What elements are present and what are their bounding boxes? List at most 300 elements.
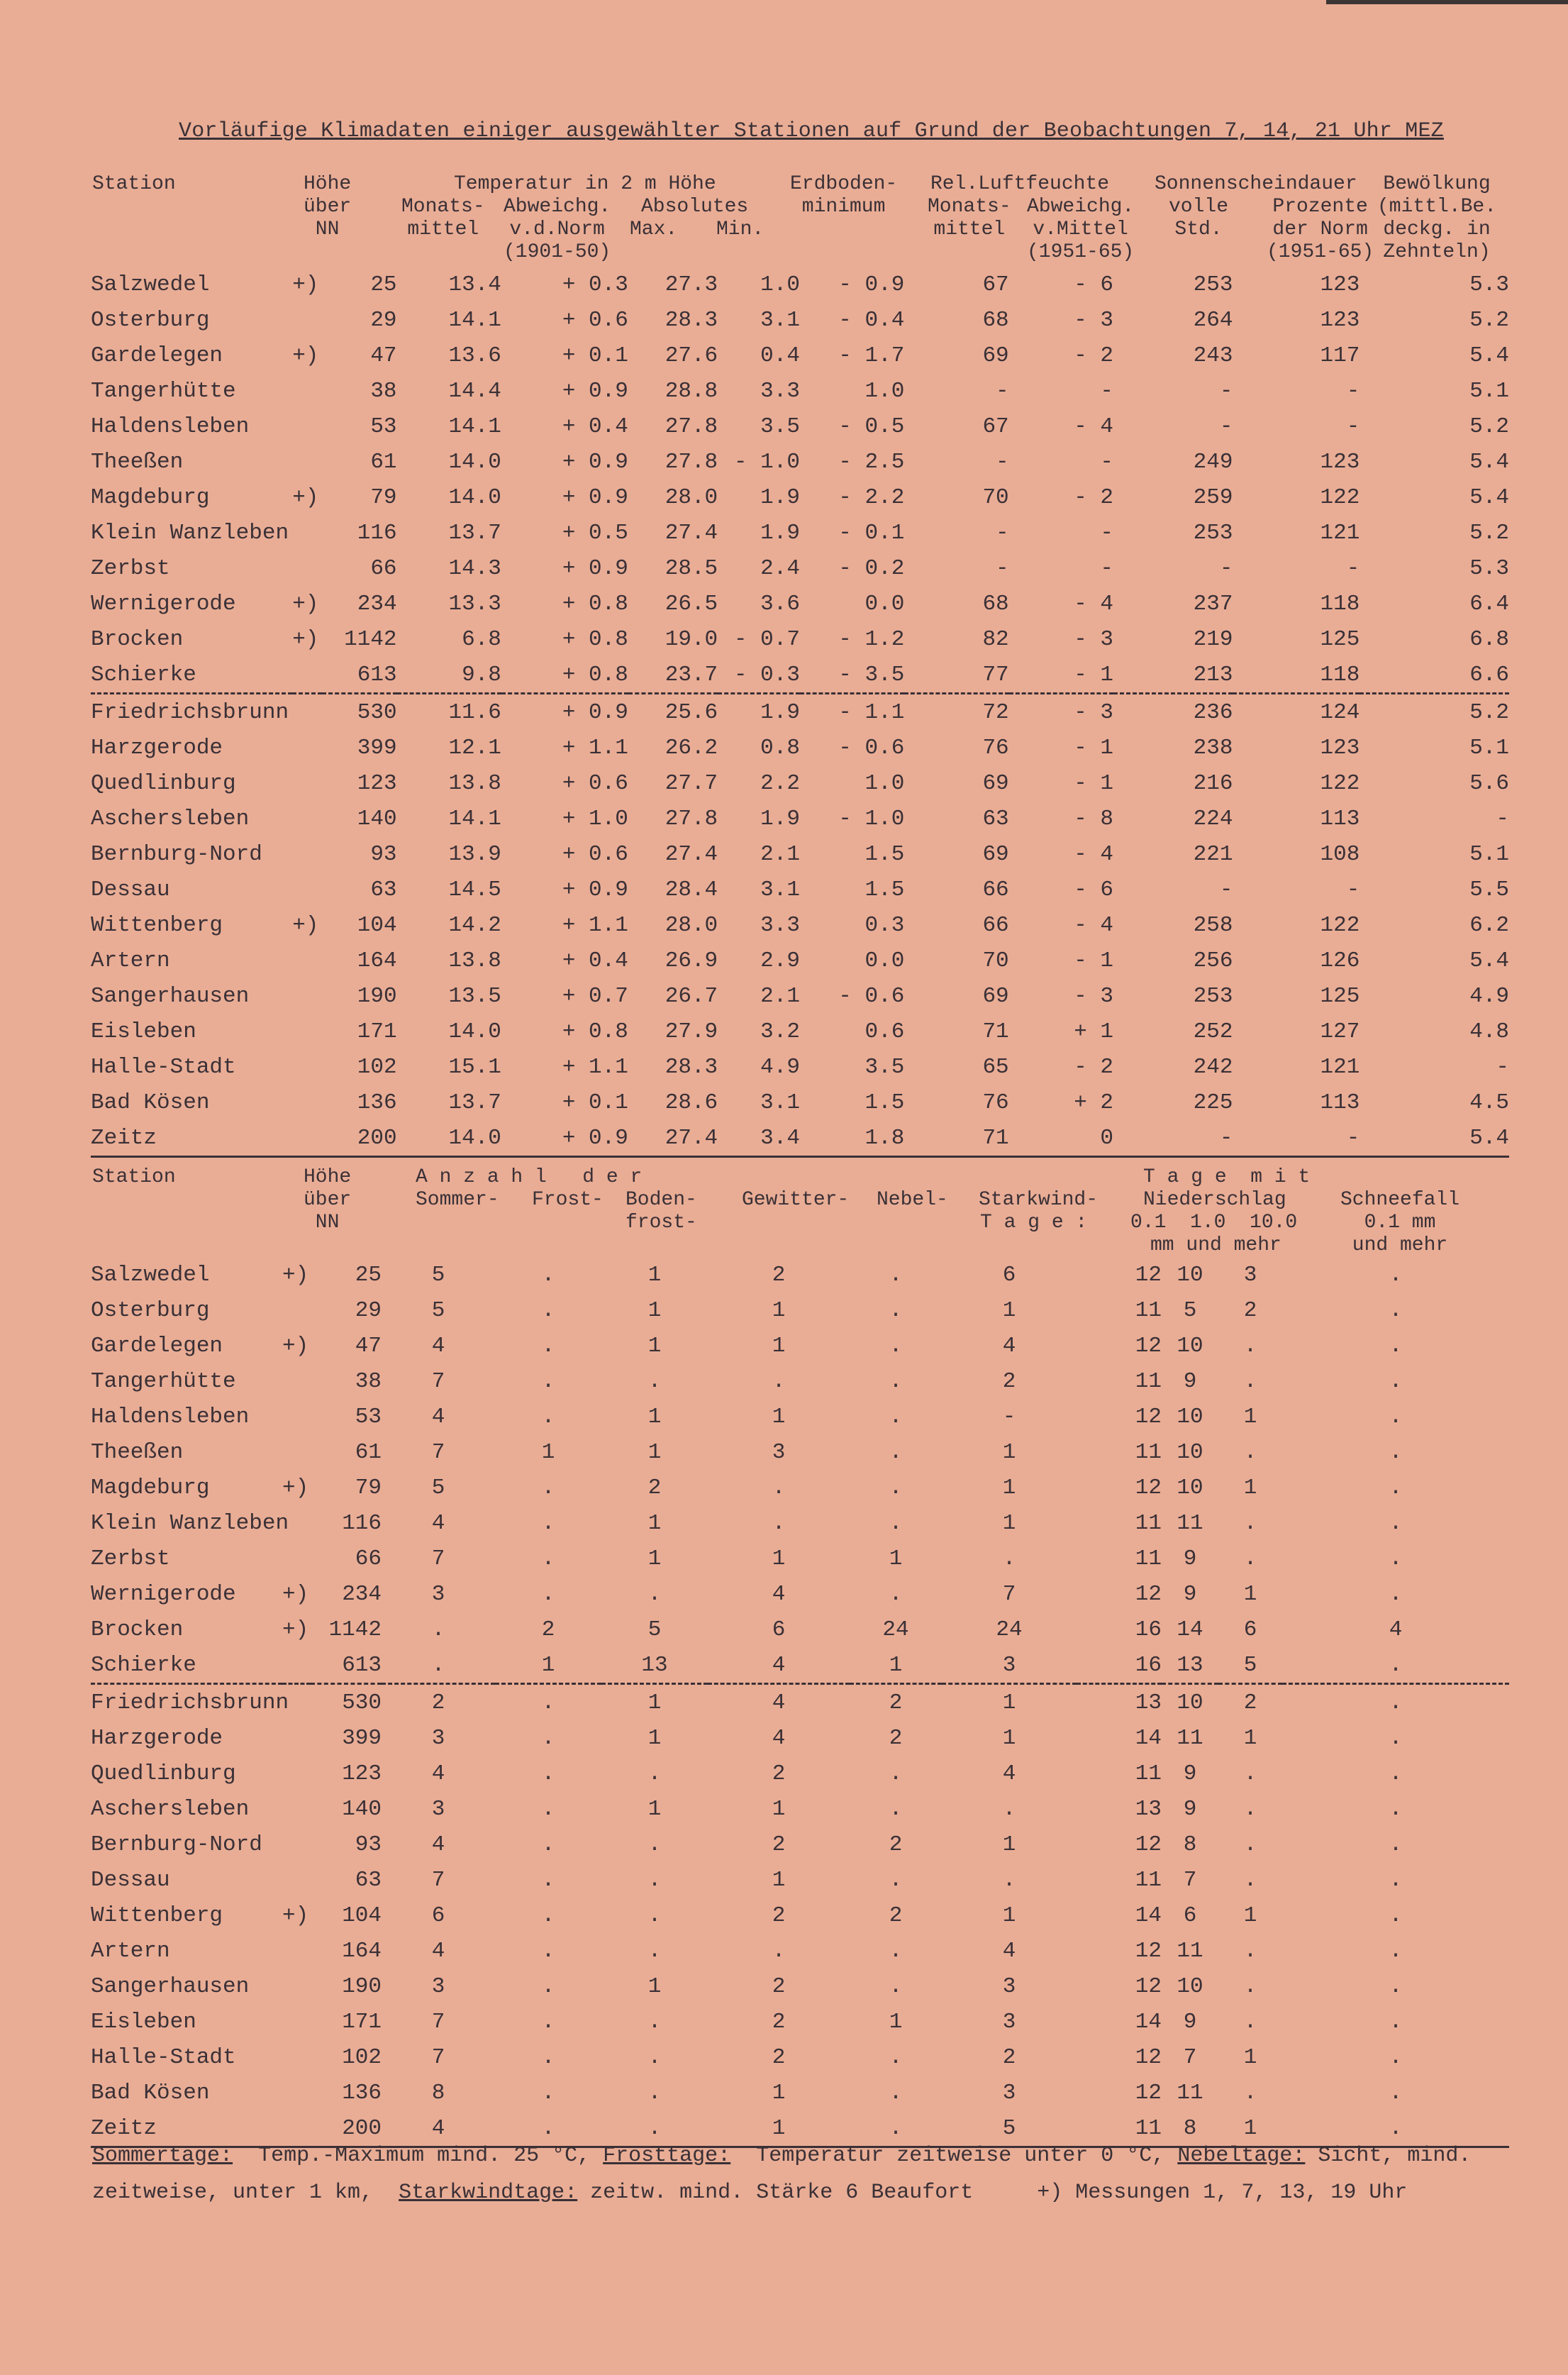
temp-abw-cell: + 0.5 <box>562 520 628 546</box>
niederschlag-10-cell: 11 <box>1177 2080 1203 2105</box>
sonne-proz-cell: 123 <box>1320 449 1360 475</box>
station-note <box>282 1756 311 1791</box>
table-row <box>91 1257 1509 1292</box>
station-note <box>282 1969 311 2004</box>
table-row <box>91 694 1509 731</box>
niederschlag-100-cell: . <box>1243 1510 1257 1536</box>
temp-mittel-cell: 15.1 <box>448 1054 501 1080</box>
schneefall-cell: . <box>1389 1761 1403 1786</box>
temp-min-cell: 3.6 <box>760 591 800 616</box>
bodenfrost-cell: 1 <box>647 1546 662 1571</box>
temp-max-cell: 23.7 <box>628 657 718 694</box>
bewoelkung-cell: 4.9 <box>1469 983 1509 1009</box>
t1-header-station: Station <box>92 173 176 195</box>
niederschlag-100-cell: 6 <box>1243 1617 1257 1642</box>
sommertage-cell: 6 <box>431 1903 445 1928</box>
t1-header-hoehe: Höhe über NN <box>304 173 352 240</box>
station-note <box>282 1292 311 1328</box>
station-note <box>292 1049 322 1085</box>
gewitter-cell: 1 <box>772 1404 786 1429</box>
starkwind-cell: 3 <box>942 1647 1077 1684</box>
station-note <box>292 836 322 872</box>
station-name: Gardelegen <box>91 1333 223 1358</box>
temp-min-cell: 3.1 <box>760 877 800 902</box>
table-row <box>91 1576 1509 1612</box>
frosttage-cell: 1 <box>541 1439 555 1465</box>
sonne-proz-cell: 117 <box>1320 343 1360 368</box>
luft-mittel-cell: 65 <box>982 1054 1009 1080</box>
bodenfrost-cell: 1 <box>647 1510 662 1536</box>
luft-abw-cell: - <box>1100 555 1114 581</box>
erdboden-cell: 0.0 <box>864 591 905 616</box>
erdboden-cell: - 0.4 <box>838 307 905 333</box>
station-name: Salzwedel <box>91 272 210 297</box>
luft-abw-cell: - 3 <box>1074 983 1114 1009</box>
bewoelkung-cell: 5.2 <box>1469 520 1509 546</box>
bodenfrost-cell: . <box>647 1761 662 1786</box>
temp-abw-cell: + 0.9 <box>562 699 628 725</box>
temp-abw-cell: + 1.0 <box>562 806 628 831</box>
station-note: +) <box>292 272 319 297</box>
temp-min-cell: - 0.3 <box>718 657 800 694</box>
nebel-cell: . <box>889 2044 903 2070</box>
station-note: +) <box>292 343 319 368</box>
temp-mittel-cell: 14.2 <box>448 912 501 938</box>
station-note <box>292 801 322 836</box>
station-note <box>292 1085 322 1120</box>
starkwind-cell: 3 <box>1002 2080 1016 2105</box>
sonne-proz-cell: 118 <box>1233 657 1360 694</box>
station-note: +) <box>282 1333 309 1358</box>
table-row <box>91 1933 1509 1969</box>
hoehe-cell: 53 <box>355 1404 382 1429</box>
erdboden-cell: - 2.5 <box>838 449 905 475</box>
sommertage-cell: 3 <box>431 1796 445 1822</box>
table-row <box>91 338 1509 373</box>
niederschlag-100-cell: . <box>1243 1938 1257 1964</box>
hoehe-cell: 164 <box>342 1938 382 1964</box>
niederschlag-01-cell: 11 <box>1135 1297 1162 1323</box>
station-note: +) <box>292 591 319 616</box>
schneefall-cell: . <box>1389 2044 1403 2070</box>
niederschlag-10-cell: 6 <box>1183 1903 1197 1928</box>
starkwind-cell: . <box>1002 1546 1016 1571</box>
schneefall-cell: . <box>1282 2110 1509 2147</box>
frosttage-cell: . <box>541 1938 555 1964</box>
bodenfrost-cell: . <box>647 1368 662 1394</box>
bodenfrost-cell: . <box>601 2110 708 2147</box>
footer-messungen: +) Messungen 1, 7, 13, 19 Uhr <box>1037 2181 1408 2205</box>
sommertage-cell: 5 <box>431 1475 445 1500</box>
station-name: Eisleben <box>91 2009 196 2034</box>
table-row <box>91 267 1509 302</box>
climate-table-body <box>91 267 1509 1157</box>
luft-abw-cell: - 2 <box>1074 343 1114 368</box>
niederschlag-01-cell: 16 <box>1135 1617 1162 1642</box>
erdboden-cell: - 3.5 <box>800 657 904 694</box>
bewoelkung-cell: 5.5 <box>1469 877 1509 902</box>
station-note <box>292 409 322 444</box>
luft-abw-cell: - 1 <box>1074 735 1114 760</box>
station-name: Brocken <box>91 1617 184 1642</box>
niederschlag-10-cell: 11 <box>1177 1510 1203 1536</box>
hoehe-cell: 530 <box>342 1690 382 1715</box>
gewitter-cell: 2 <box>772 1973 786 1999</box>
table-row <box>91 1328 1509 1363</box>
niederschlag-100-cell: . <box>1243 1867 1257 1893</box>
luft-mittel-cell: - <box>996 378 1009 404</box>
bodenfrost-cell: 2 <box>647 1475 662 1500</box>
niederschlag-100-cell: 2 <box>1243 1690 1257 1715</box>
footer-nebeltage-label: Nebeltage: <box>1177 2144 1306 2168</box>
erdboden-cell: 0.0 <box>864 948 905 973</box>
station-name: Zeitz <box>91 1120 292 1157</box>
frosttage-cell: . <box>541 1404 555 1429</box>
bewoelkung-cell: 4.5 <box>1469 1090 1509 1115</box>
hoehe-cell: 79 <box>355 1475 382 1500</box>
luft-abw-cell: - 2 <box>1074 485 1114 510</box>
frosttage-cell: . <box>541 1796 555 1822</box>
frosttage-cell: . <box>541 1761 555 1786</box>
temp-abw-cell: + 1.1 <box>562 1054 628 1080</box>
t1-header-sonne-std: volle Std. <box>1169 196 1229 240</box>
niederschlag-100-cell: . <box>1243 1368 1257 1394</box>
temp-mittel-cell: 13.3 <box>448 591 501 616</box>
temp-mittel-cell: 13.7 <box>448 520 501 546</box>
sonne-std-cell: 252 <box>1193 1019 1233 1044</box>
table-row <box>91 1791 1509 1827</box>
station-name: Schierke <box>91 1647 282 1684</box>
sommertage-cell: 7 <box>431 1439 445 1465</box>
hoehe-cell: 102 <box>357 1054 397 1080</box>
bodenfrost-cell: . <box>647 2009 662 2034</box>
frosttage-cell: . <box>541 1832 555 1857</box>
sonne-proz-cell: 108 <box>1320 841 1360 867</box>
hoehe-cell: 200 <box>322 1120 396 1157</box>
starkwind-cell: - <box>1002 1404 1016 1429</box>
nebel-cell: . <box>889 1761 903 1786</box>
temp-min-cell: 3.3 <box>760 378 800 404</box>
hoehe-cell: 53 <box>370 414 397 439</box>
temp-abw-cell: + 0.9 <box>562 555 628 581</box>
t2-header-gewitter: Gewitter- <box>742 1189 850 1211</box>
niederschlag-10-cell: 9 <box>1183 1546 1197 1571</box>
temp-abw-cell: + 0.8 <box>501 657 628 694</box>
temp-mittel-cell: 13.4 <box>448 272 501 297</box>
temp-max-cell: 27.9 <box>665 1019 718 1044</box>
niederschlag-01-cell: 12 <box>1135 1938 1162 1964</box>
temp-max-cell: 25.6 <box>665 699 718 725</box>
sonne-proz-cell: 124 <box>1320 699 1360 725</box>
table-row <box>91 1541 1509 1576</box>
erdboden-cell: 1.8 <box>800 1120 904 1157</box>
station-name: Bernburg-Nord <box>91 1832 262 1857</box>
bewoelkung-cell: 4.8 <box>1469 1019 1509 1044</box>
table-row <box>91 550 1509 586</box>
station-name: Dessau <box>91 1867 170 1893</box>
niederschlag-10-cell: 7 <box>1183 1867 1197 1893</box>
sommertage-cell: 4 <box>431 1333 445 1358</box>
nebel-cell: . <box>889 1938 903 1964</box>
hoehe-cell: 25 <box>370 272 397 297</box>
luft-abw-cell: - 1 <box>1074 948 1114 973</box>
luft-mittel-cell: 76 <box>982 735 1009 760</box>
sonne-std-cell: - <box>1113 1120 1233 1157</box>
sonne-std-cell: - <box>1219 414 1233 439</box>
sommertage-cell: 7 <box>431 1867 445 1893</box>
bodenfrost-cell: 1 <box>647 1690 662 1715</box>
temp-mittel-cell: 13.5 <box>448 983 501 1009</box>
station-note <box>282 1720 311 1756</box>
niederschlag-100-cell: 3 <box>1243 1262 1257 1288</box>
temp-max-cell: 28.6 <box>665 1090 718 1115</box>
sommertage-cell: 7 <box>431 2009 445 2034</box>
niederschlag-10-cell: 9 <box>1183 2009 1197 2034</box>
sommertage-cell: . <box>431 1617 445 1642</box>
niederschlag-01-cell: 11 <box>1077 2110 1162 2147</box>
t1-header-luft-abw: Abweichg. v.Mittel (1951-65) <box>1027 196 1135 263</box>
starkwind-cell: 4 <box>1002 1938 1016 1964</box>
hoehe-cell: 190 <box>342 1973 382 1999</box>
niederschlag-10-cell: 10 <box>1177 1973 1203 1999</box>
t2-header-schneefall: Schneefall 0.1 mm und mehr <box>1340 1189 1460 1256</box>
sommertage-cell: 3 <box>431 1581 445 1607</box>
bewoelkung-cell: 5.3 <box>1469 555 1509 581</box>
bewoelkung-cell: 6.2 <box>1469 912 1509 938</box>
t2-header-niederschlag-cols: 0.1 1.0 10.0 <box>1130 1212 1298 1234</box>
days-table-body <box>91 1257 1509 2147</box>
bewoelkung-cell: 6.6 <box>1360 657 1509 694</box>
luft-abw-cell: - 2 <box>1074 1054 1114 1080</box>
temp-min-cell: 3.1 <box>760 1090 800 1115</box>
schneefall-cell: . <box>1389 1796 1403 1822</box>
erdboden-cell: 0.3 <box>864 912 905 938</box>
station-name: Sangerhausen <box>91 1973 250 1999</box>
station-name: Harzgerode <box>91 735 223 760</box>
bodenfrost-cell: . <box>647 1581 662 1607</box>
niederschlag-10-cell: 9 <box>1183 1761 1197 1786</box>
erdboden-cell: - 0.5 <box>838 414 905 439</box>
station-name: Klein Wanzleben <box>91 520 289 546</box>
temp-max-cell: 27.4 <box>665 520 718 546</box>
temp-min-cell: 2.1 <box>760 983 800 1009</box>
t2-header-niederschlag-unit: mm und mehr <box>1150 1234 1281 1256</box>
table-row <box>91 621 1509 657</box>
sonne-std-cell: 238 <box>1193 735 1233 760</box>
nebel-cell: . <box>889 1475 903 1500</box>
sonne-std-cell: 224 <box>1193 806 1233 831</box>
temp-max-cell: 27.7 <box>665 770 718 796</box>
niederschlag-01-cell: 11 <box>1135 1546 1162 1571</box>
schneefall-cell: . <box>1389 1546 1403 1571</box>
station-note <box>292 872 322 907</box>
sonne-std-cell: 216 <box>1193 770 1233 796</box>
sonne-proz-cell: 126 <box>1320 948 1360 973</box>
station-note <box>292 657 322 694</box>
niederschlag-100-cell: . <box>1243 2009 1257 2034</box>
nebel-cell: . <box>889 1404 903 1429</box>
luft-mittel-cell: 66 <box>982 912 1009 938</box>
frosttage-cell: . <box>541 1297 555 1323</box>
bewoelkung-cell: 5.4 <box>1360 1120 1509 1157</box>
sommertage-cell: 5 <box>431 1297 445 1323</box>
niederschlag-01-cell: 12 <box>1135 1262 1162 1288</box>
erdboden-cell: - 1.2 <box>838 626 905 652</box>
bodenfrost-cell: 1 <box>647 1262 662 1288</box>
temp-mittel-cell: 9.8 <box>397 657 501 694</box>
starkwind-cell: 1 <box>1002 1690 1016 1715</box>
sommertage-cell: 4 <box>382 2110 495 2147</box>
starkwind-cell: 24 <box>996 1617 1023 1642</box>
station-name: Zeitz <box>91 2110 282 2147</box>
footer-line-2 <box>92 2181 1407 2205</box>
erdboden-cell: 0.6 <box>864 1019 905 1044</box>
table-row <box>91 801 1509 836</box>
niederschlag-10-cell: 10 <box>1177 1404 1203 1429</box>
station-note <box>282 2075 311 2110</box>
t2-header-starkwind: Starkwind- <box>979 1189 1099 1211</box>
station-name: Friedrichsbrunn <box>91 1690 289 1715</box>
temp-abw-cell: + 0.9 <box>562 877 628 902</box>
gewitter-cell: 1 <box>772 1333 786 1358</box>
sonne-std-cell: 237 <box>1193 591 1233 616</box>
station-name: Sangerhausen <box>91 983 250 1009</box>
t1-header-max: Max. <box>630 218 678 240</box>
sonne-std-cell: - <box>1219 877 1233 902</box>
temp-mittel-cell: 13.8 <box>448 770 501 796</box>
erdboden-cell: 3.5 <box>864 1054 905 1080</box>
climate-table <box>91 267 1509 1158</box>
document-title: Vorläufige Klimadaten einiger ausgewählter Stationen auf Grund der Beobachtungen 7, 14, 21 Uhr MEZ <box>179 119 1444 143</box>
sonne-std-cell: 264 <box>1193 307 1233 333</box>
hoehe-cell: 63 <box>370 877 397 902</box>
niederschlag-10-cell: 10 <box>1177 1475 1203 1500</box>
t2-header-tage: T a g e : <box>980 1212 1088 1234</box>
erdboden-cell: 1.5 <box>864 841 905 867</box>
temp-max-cell: 28.8 <box>665 378 718 404</box>
temp-max-cell: 28.5 <box>665 555 718 581</box>
bodenfrost-cell: . <box>647 1867 662 1893</box>
frosttage-cell: 2 <box>541 1617 555 1642</box>
schneefall-cell: . <box>1389 1690 1403 1715</box>
luft-mittel-cell: 63 <box>982 806 1009 831</box>
sonne-proz-cell: - <box>1346 555 1360 581</box>
temp-abw-cell: + 0.9 <box>562 449 628 475</box>
schneefall-cell: . <box>1389 1297 1403 1323</box>
sonne-proz-cell: - <box>1346 877 1360 902</box>
luft-mittel-cell: 76 <box>982 1090 1009 1115</box>
station-note <box>282 1541 311 1576</box>
luft-abw-cell: - 4 <box>1074 912 1114 938</box>
table-row <box>91 2110 1509 2147</box>
hoehe-cell: 61 <box>355 1439 382 1465</box>
bewoelkung-cell: 5.1 <box>1469 378 1509 404</box>
frosttage-cell: . <box>541 1973 555 1999</box>
station-name: Theeßen <box>91 1439 184 1465</box>
niederschlag-100-cell: . <box>1243 1796 1257 1822</box>
erdboden-cell: - 0.9 <box>838 272 905 297</box>
bewoelkung-cell: - <box>1496 1054 1509 1080</box>
hoehe-cell: 171 <box>342 2009 382 2034</box>
table-row <box>91 1612 1509 1647</box>
luft-abw-cell: - <box>1100 520 1114 546</box>
temp-abw-cell: + 0.7 <box>562 983 628 1009</box>
temp-abw-cell: + 0.9 <box>501 1120 628 1157</box>
footer-starkwind-label: Starkwindtage: <box>399 2181 578 2205</box>
frosttage-cell: . <box>541 1903 555 1928</box>
luft-mittel-cell: 70 <box>982 948 1009 973</box>
niederschlag-01-cell: 14 <box>1135 1725 1162 1751</box>
hoehe-cell: 93 <box>370 841 397 867</box>
bewoelkung-cell: 6.4 <box>1469 591 1509 616</box>
hoehe-cell: 136 <box>342 2080 382 2105</box>
bewoelkung-cell: 5.4 <box>1469 449 1509 475</box>
station-name: Halle-Stadt <box>91 2044 236 2070</box>
station-note: +) <box>292 626 319 652</box>
station-note <box>282 2039 311 2075</box>
sonne-proz-cell: 123 <box>1320 735 1360 760</box>
sonne-proz-cell: 122 <box>1320 912 1360 938</box>
sonne-proz-cell: 121 <box>1320 520 1360 546</box>
gewitter-cell: 1 <box>772 1867 786 1893</box>
gewitter-cell: 1 <box>772 1796 786 1822</box>
temp-mittel-cell: 13.7 <box>448 1090 501 1115</box>
temp-mittel-cell: 14.0 <box>448 449 501 475</box>
temp-min-cell: 1.9 <box>760 806 800 831</box>
station-note: +) <box>282 1475 309 1500</box>
hoehe-cell: 93 <box>355 1832 382 1857</box>
station-note <box>292 730 322 765</box>
schneefall-cell: . <box>1389 1368 1403 1394</box>
hoehe-cell: 123 <box>342 1761 382 1786</box>
scan-edge <box>1326 0 1568 4</box>
sommertage-cell: 5 <box>431 1262 445 1288</box>
station-name: Wittenberg <box>91 912 223 938</box>
t2-header-niederschlag: Niederschlag <box>1143 1189 1286 1211</box>
bodenfrost-cell: . <box>647 1903 662 1928</box>
footer-line2-text: zeitweise, unter 1 km, <box>92 2181 374 2205</box>
starkwind-cell: 1 <box>1002 1903 1016 1928</box>
hoehe-cell: 123 <box>357 770 397 796</box>
schneefall-cell: . <box>1389 2080 1403 2105</box>
temp-max-cell: 26.7 <box>665 983 718 1009</box>
temp-max-cell: 28.3 <box>665 307 718 333</box>
hoehe-cell: 399 <box>357 735 397 760</box>
niederschlag-01-cell: 16 <box>1077 1647 1162 1684</box>
temp-min-cell: 3.5 <box>760 414 800 439</box>
table-row <box>91 480 1509 515</box>
hoehe-cell: 29 <box>370 307 397 333</box>
temp-max-cell: 27.3 <box>665 272 718 297</box>
hoehe-cell: 25 <box>355 1262 382 1288</box>
schneefall-cell: . <box>1389 1262 1403 1288</box>
hoehe-cell: 63 <box>355 1867 382 1893</box>
erdboden-cell: - 2.2 <box>838 485 905 510</box>
nebel-cell: . <box>889 1439 903 1465</box>
bodenfrost-cell: 1 <box>647 1725 662 1751</box>
starkwind-cell: 7 <box>1002 1581 1016 1607</box>
table-row <box>91 765 1509 801</box>
starkwind-cell: 1 <box>1002 1725 1016 1751</box>
luft-abw-cell: - <box>1100 449 1114 475</box>
nebel-cell: 2 <box>889 1903 903 1928</box>
sommertage-cell: 7 <box>431 1368 445 1394</box>
nebel-cell: . <box>889 1368 903 1394</box>
table-row <box>91 1505 1509 1541</box>
table-row <box>91 1862 1509 1898</box>
station-note <box>282 1933 311 1969</box>
station-name: Friedrichsbrunn <box>91 699 289 725</box>
